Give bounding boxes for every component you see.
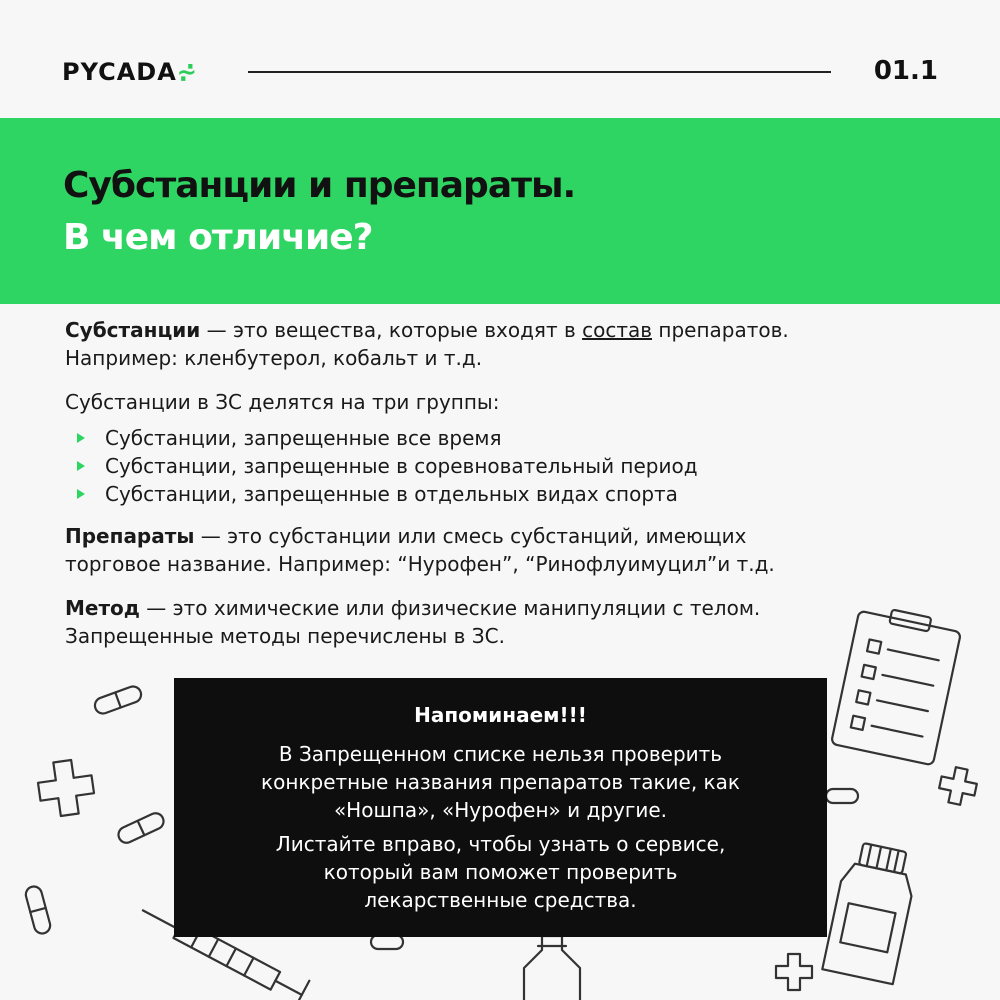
title-line-1: Субстанции и препараты. (63, 165, 576, 206)
pill-icon (24, 885, 52, 936)
reminder-line: В Запрещенном списке нельзя проверить (278, 742, 723, 766)
bullet-arrow-icon (77, 433, 85, 443)
page-title (63, 160, 575, 264)
list-item (65, 424, 925, 452)
pill-icon (371, 935, 403, 949)
term-preparations: Препараты (65, 524, 195, 548)
pill-icon (826, 789, 858, 803)
substances-definition (65, 316, 925, 372)
reminder-line: конкретные названия препаратов такие, как (261, 770, 740, 794)
list-item-label: Субстанции, запрещенные в соревновательный период (105, 454, 698, 478)
substances-text-end: препаратов. (652, 318, 789, 342)
title-line-2: В чем отличие? (63, 217, 373, 258)
reminder-line: «Ношпа», «Нурофен» и другие. (333, 798, 668, 822)
reminder-line: лекарственные средства. (364, 888, 637, 912)
preparations-text: — это субстанции или смесь субстанций, имеющих (194, 524, 747, 548)
substances-text: — это вещества, которые входят в (200, 318, 583, 342)
page-number: 01.1 (873, 56, 938, 86)
reminder-text (174, 740, 827, 824)
logo (62, 58, 198, 86)
reminder-line: Листайте вправо, чтобы узнать о сервисе, (275, 832, 726, 856)
method-note: Запрещенные методы перечислены в ЗС. (65, 624, 505, 648)
composition-link[interactable]: состав (582, 318, 653, 342)
bullet-arrow-icon (77, 461, 85, 471)
medicine-bottle-icon (524, 936, 580, 1000)
reminder-heading: Напоминаем!!! (414, 703, 587, 727)
bullet-arrow-icon (77, 489, 85, 499)
preparations-definition (65, 522, 925, 578)
list-item (65, 480, 925, 508)
substances-example: Например: кленбутерол, кобальт и т.д. (65, 346, 483, 370)
plus-cross-icon (36, 758, 97, 819)
list-item (65, 452, 925, 480)
header-divider (248, 71, 831, 73)
list-item-label: Субстанции, запрещенные в отдельных видах спорта (105, 482, 678, 506)
reminder-cta (174, 830, 827, 914)
reminder-line: который вам поможет проверить (323, 860, 678, 884)
reminder-box (174, 678, 827, 937)
list-item-label: Субстанции, запрещенные все время (105, 426, 502, 450)
pill-icon (116, 811, 166, 846)
definitions-section (65, 316, 925, 666)
method-text: — это химические или физические манипуляции с телом. (139, 596, 761, 620)
medicine-bottle-icon (822, 840, 920, 984)
term-method: Метод (65, 596, 140, 620)
pill-icon (93, 684, 144, 715)
method-definition (65, 594, 925, 650)
logo-text: PYCADA (62, 58, 177, 86)
term-substances: Субстанции (65, 318, 201, 342)
title-banner (0, 118, 1000, 304)
plus-cross-icon (937, 765, 980, 808)
preparations-example: торговое название. Например: “Нурофен”, “Ринофлуимуцил”и т.д. (65, 552, 775, 576)
substance-groups-list (65, 424, 925, 508)
groups-intro: Субстанции в ЗС делятся на три группы: (65, 390, 500, 414)
logo-accent-icon: ⩫ (176, 58, 198, 86)
plus-cross-icon (776, 954, 812, 990)
